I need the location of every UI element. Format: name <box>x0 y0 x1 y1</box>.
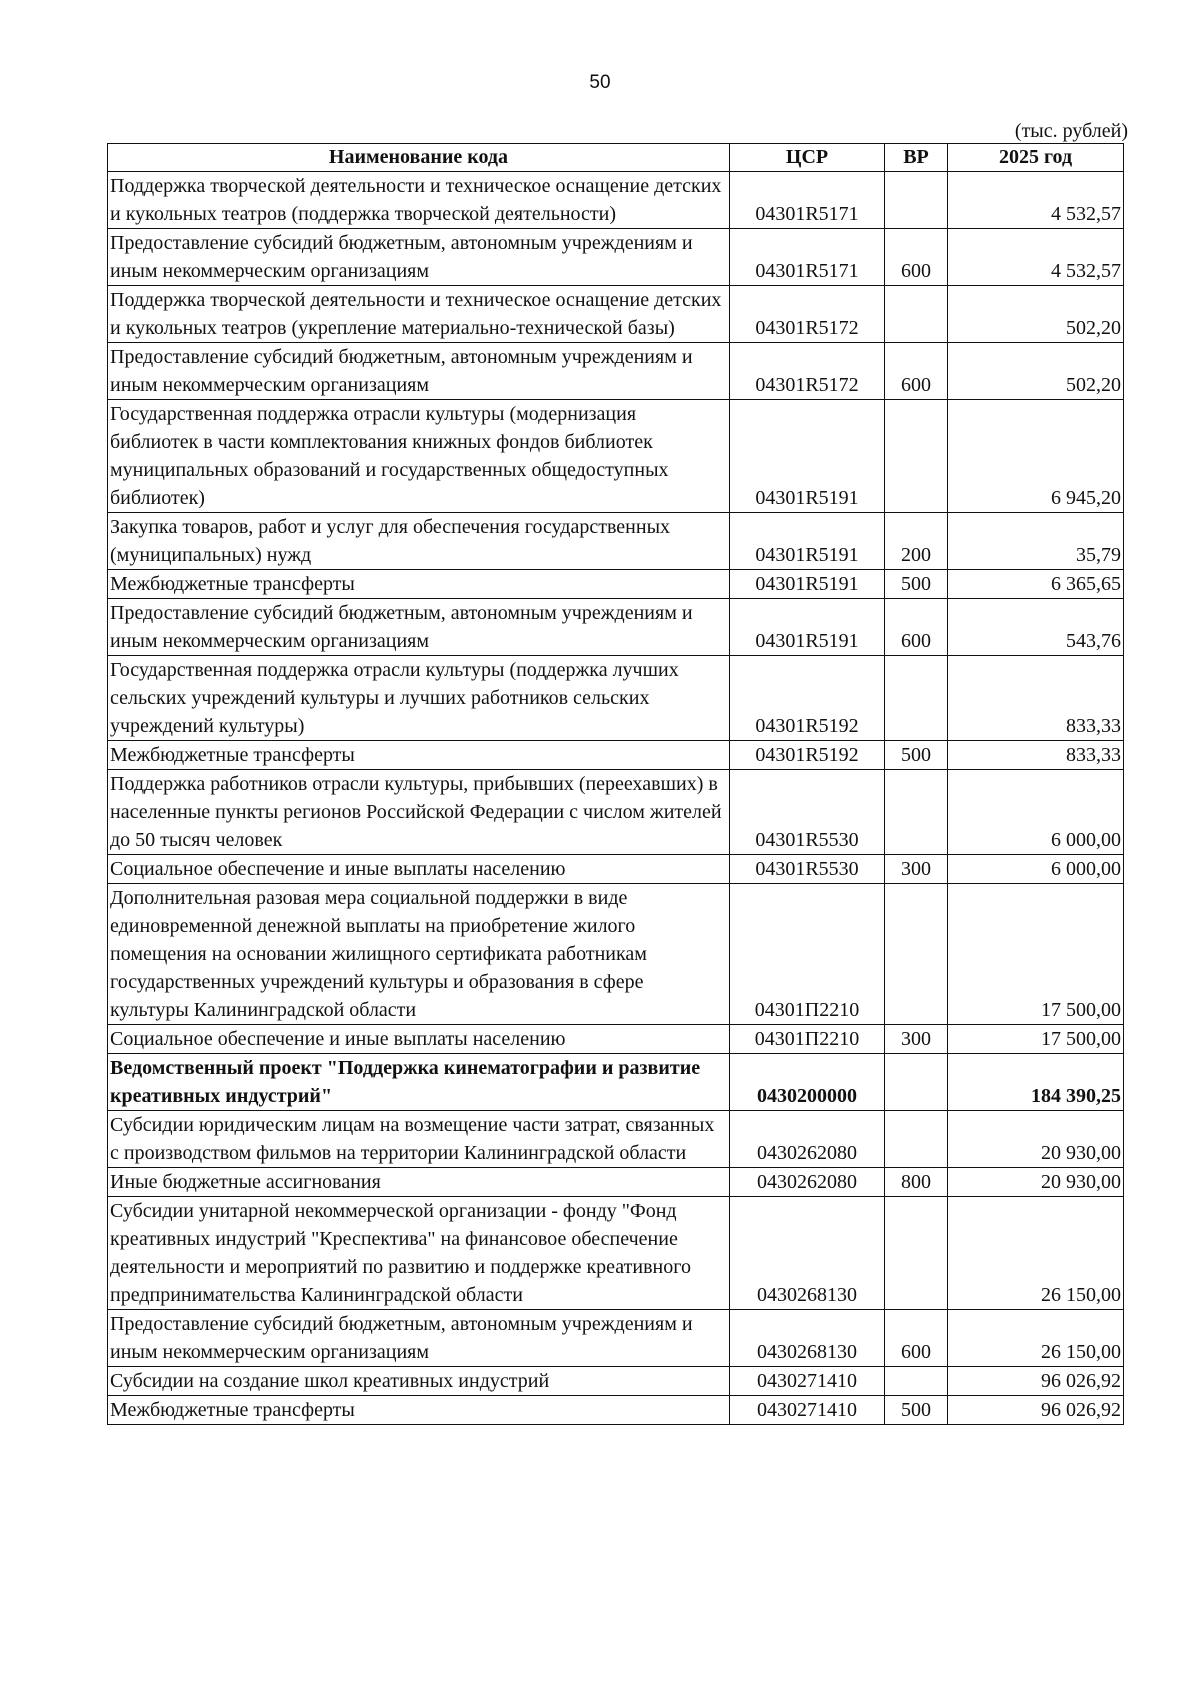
header-vr: ВР <box>885 144 948 172</box>
table-row <box>108 1367 1124 1396</box>
cell-sum: 833,33 <box>948 741 1124 770</box>
cell-name: Ведомственный проект "Поддержка кинематографии и развитие креативных индустрий" <box>108 1054 730 1111</box>
cell-vr: 500 <box>885 741 948 770</box>
table-row <box>108 513 1124 570</box>
cell-csr: 0430262080 <box>730 1168 885 1197</box>
table-row <box>108 1054 1124 1111</box>
table-row <box>108 172 1124 229</box>
cell-name: Межбюджетные трансферты <box>108 1396 730 1425</box>
cell-csr: 04301R5530 <box>730 855 885 884</box>
cell-vr: 600 <box>885 1310 948 1367</box>
table-row <box>108 741 1124 770</box>
cell-csr: 04301R5192 <box>730 656 885 741</box>
cell-vr <box>885 1197 948 1310</box>
cell-csr: 04301R5172 <box>730 286 885 343</box>
cell-sum: 6 365,65 <box>948 570 1124 599</box>
cell-vr <box>885 1054 948 1111</box>
table-row <box>108 570 1124 599</box>
cell-sum: 6 945,20 <box>948 400 1124 513</box>
table-row <box>108 286 1124 343</box>
cell-csr: 04301R5192 <box>730 741 885 770</box>
header-year: 2025 год <box>948 144 1124 172</box>
cell-vr <box>885 172 948 229</box>
cell-sum: 17 500,00 <box>948 1025 1124 1054</box>
cell-sum: 96 026,92 <box>948 1367 1124 1396</box>
cell-vr <box>885 286 948 343</box>
table-row <box>108 855 1124 884</box>
cell-csr: 0430200000 <box>730 1054 885 1111</box>
cell-name: Предоставление субсидий бюджетным, автономным учреждениям и иным некоммерческим организациям <box>108 1310 730 1367</box>
header-row <box>108 144 1124 172</box>
cell-name: Иные бюджетные ассигнования <box>108 1168 730 1197</box>
cell-vr <box>885 400 948 513</box>
cell-csr: 04301R5191 <box>730 400 885 513</box>
table-row <box>108 229 1124 286</box>
cell-vr: 500 <box>885 570 948 599</box>
cell-sum: 543,76 <box>948 599 1124 656</box>
cell-csr: 04301П2210 <box>730 1025 885 1054</box>
cell-vr: 300 <box>885 1025 948 1054</box>
cell-name: Предоставление субсидий бюджетным, автономным учреждениям и иным некоммерческим организациям <box>108 229 730 286</box>
cell-sum: 20 930,00 <box>948 1168 1124 1197</box>
cell-csr: 04301R5191 <box>730 513 885 570</box>
cell-name: Государственная поддержка отрасли культуры (поддержка лучших сельских учреждений культуры и лучших работников сельских учреждений культуры) <box>108 656 730 741</box>
cell-name: Субсидии юридическим лицам на возмещение части затрат, связанных с производством фильмов на территории Калининградской области <box>108 1111 730 1168</box>
cell-vr: 800 <box>885 1168 948 1197</box>
cell-name: Межбюджетные трансферты <box>108 570 730 599</box>
cell-name: Социальное обеспечение и иные выплаты населению <box>108 1025 730 1054</box>
cell-name: Субсидии на создание школ креативных индустрий <box>108 1367 730 1396</box>
cell-sum: 4 532,57 <box>948 229 1124 286</box>
header-name: Наименование кода <box>108 144 730 172</box>
cell-name: Межбюджетные трансферты <box>108 741 730 770</box>
table-row <box>108 599 1124 656</box>
table-row <box>108 343 1124 400</box>
cell-vr: 600 <box>885 229 948 286</box>
cell-sum: 4 532,57 <box>948 172 1124 229</box>
table-row <box>108 770 1124 855</box>
cell-vr <box>885 770 948 855</box>
cell-name: Предоставление субсидий бюджетным, автономным учреждениям и иным некоммерческим организациям <box>108 343 730 400</box>
cell-csr: 0430271410 <box>730 1396 885 1425</box>
cell-csr: 04301R5191 <box>730 599 885 656</box>
cell-csr: 0430262080 <box>730 1111 885 1168</box>
table-row <box>108 1197 1124 1310</box>
cell-sum: 6 000,00 <box>948 855 1124 884</box>
cell-sum: 502,20 <box>948 286 1124 343</box>
cell-sum: 184 390,25 <box>948 1054 1124 1111</box>
cell-sum: 96 026,92 <box>948 1396 1124 1425</box>
cell-name: Государственная поддержка отрасли культуры (модернизация библиотек в части комплектования книжных фондов библиотек муниципальных образований и государственных общедоступных библиотек) <box>108 400 730 513</box>
table-row <box>108 656 1124 741</box>
cell-name: Поддержка творческой деятельности и техническое оснащение детских и кукольных театров (поддержка творческой деятельности) <box>108 172 730 229</box>
cell-name: Предоставление субсидий бюджетным, автономным учреждениям и иным некоммерческим организациям <box>108 599 730 656</box>
cell-sum: 6 000,00 <box>948 770 1124 855</box>
cell-name: Дополнительная разовая мера социальной поддержки в виде единовременной денежной выплаты на приобретение жилого помещения на основании жилищного сертификата работникам государственных учреждений культуры и образования в сфере культуры Калининградской области <box>108 884 730 1025</box>
cell-csr: 0430268130 <box>730 1310 885 1367</box>
table-header <box>108 144 1124 172</box>
cell-vr <box>885 1111 948 1168</box>
page-number: 50 <box>589 72 611 93</box>
cell-csr: 04301П2210 <box>730 884 885 1025</box>
cell-name: Поддержка творческой деятельности и техническое оснащение детских и кукольных театров (укрепление материально-технической базы) <box>108 286 730 343</box>
cell-csr: 0430268130 <box>730 1197 885 1310</box>
cell-vr: 500 <box>885 1396 948 1425</box>
cell-vr <box>885 884 948 1025</box>
table-row <box>108 1111 1124 1168</box>
cell-vr: 300 <box>885 855 948 884</box>
cell-name: Социальное обеспечение и иные выплаты населению <box>108 855 730 884</box>
cell-sum: 26 150,00 <box>948 1197 1124 1310</box>
cell-name: Закупка товаров, работ и услуг для обеспечения государственных (муниципальных) нужд <box>108 513 730 570</box>
cell-vr: 200 <box>885 513 948 570</box>
header-csr: ЦСР <box>730 144 885 172</box>
table-body <box>108 172 1124 1425</box>
cell-vr <box>885 656 948 741</box>
cell-csr: 04301R5530 <box>730 770 885 855</box>
cell-sum: 26 150,00 <box>948 1310 1124 1367</box>
cell-name: Поддержка работников отрасли культуры, прибывших (переехавших) в населенные пункты регионов Российской Федерации с числом жителей до 50 тысяч человек <box>108 770 730 855</box>
cell-csr: 04301R5191 <box>730 570 885 599</box>
table-row <box>108 1310 1124 1367</box>
budget-table <box>107 143 1124 1425</box>
cell-csr: 0430271410 <box>730 1367 885 1396</box>
cell-sum: 35,79 <box>948 513 1124 570</box>
cell-vr: 600 <box>885 343 948 400</box>
table-row <box>108 1396 1124 1425</box>
table-row <box>108 884 1124 1025</box>
cell-vr <box>885 1367 948 1396</box>
cell-csr: 04301R5171 <box>730 229 885 286</box>
units-label: (тыс. рублей) <box>1014 120 1128 142</box>
table-row <box>108 1025 1124 1054</box>
cell-csr: 04301R5172 <box>730 343 885 400</box>
cell-vr: 600 <box>885 599 948 656</box>
cell-sum: 833,33 <box>948 656 1124 741</box>
cell-sum: 502,20 <box>948 343 1124 400</box>
cell-sum: 20 930,00 <box>948 1111 1124 1168</box>
cell-name: Субсидии унитарной некоммерческой организации - фонду "Фонд креативных индустрий "Креспектива" на финансовое обеспечение деятельности и мероприятий по развитию и поддержке креативного предпринимательства Калининградской области <box>108 1197 730 1310</box>
cell-csr: 04301R5171 <box>730 172 885 229</box>
cell-sum: 17 500,00 <box>948 884 1124 1025</box>
table-row <box>108 400 1124 513</box>
table-row <box>108 1168 1124 1197</box>
